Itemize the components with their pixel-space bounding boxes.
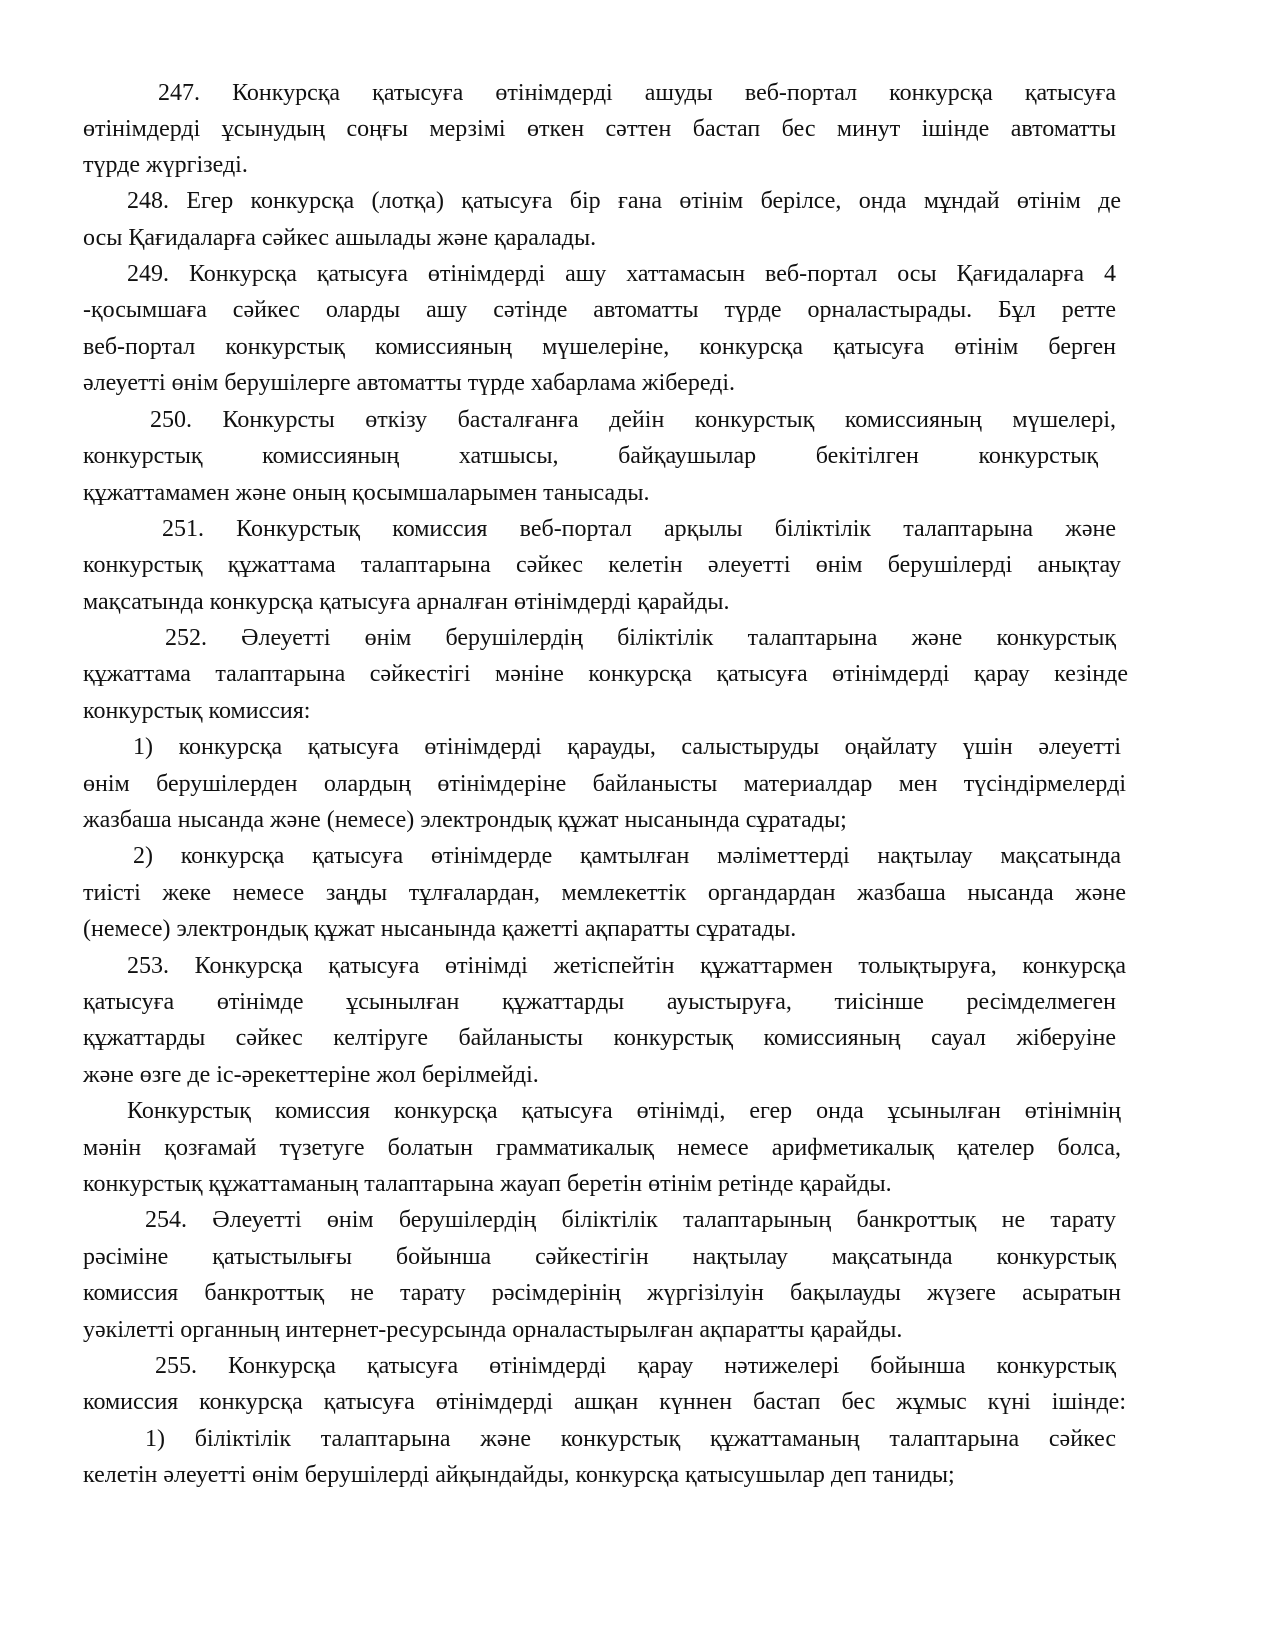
text-line: мәнін қозғамай түзетуге болатын грамматикалық немесе арифметикалық қателер болса, xyxy=(83,1135,1121,1161)
text-line: 249. Конкурсқа қатысуға өтінімдерді ашу хаттамасын веб-портал осы Қағидаларға 4 xyxy=(127,261,1116,287)
text-line: 250. Конкурсты өткізу басталғанға дейін конкурстық комиссияның мүшелері, xyxy=(150,407,1116,433)
text-line: 251. Конкурстық комиссия веб-портал арқылы біліктілік талаптарына және xyxy=(162,516,1116,542)
text-line: осы Қағидаларға сәйкес ашылады және қаралады. xyxy=(83,225,597,251)
text-line: рәсіміне қатыстылығы бойынша сәйкестігін нақтылау мақсатында конкурстық xyxy=(83,1244,1116,1270)
text-line: және өзге де іс-әрекеттеріне жол берілмейді. xyxy=(83,1062,539,1088)
text-line: өтінімдерді ұсынудың соңғы мерзімі өткен сәттен бастап бес минут ішінде автоматты xyxy=(83,116,1116,142)
text-line: -қосымшаға сәйкес оларды ашу сәтінде автоматты түрде орналастырады. Бұл ретте xyxy=(83,297,1116,323)
text-line: 248. Егер конкурсқа (лотқа) қатысуға бір ғана өтінім берілсе, онда мұндай өтінім де xyxy=(127,188,1121,214)
text-line: комиссия конкурсқа қатысуға өтінімдерді ашқан күннен бастап бес жұмыс күні ішінде: xyxy=(83,1389,1126,1415)
text-line: 1) біліктілік талаптарына және конкурстық құжаттаманың талаптарына сәйкес xyxy=(145,1426,1116,1452)
text-line: жазбаша нысанда және (немесе) электрондық құжат нысанында сұратады; xyxy=(83,807,847,833)
text-line: келетін әлеуетті өнім берушілерді айқындайды, конкурсқа қатысушылар деп таниды; xyxy=(83,1462,955,1488)
text-line: 253. Конкурсқа қатысуға өтінімді жетіспейтін құжаттармен толықтыруға, конкурсқа xyxy=(127,953,1126,979)
text-line: Конкурстық комиссия конкурсқа қатысуға өтінімді, егер онда ұсынылған өтінімнің xyxy=(127,1098,1121,1124)
text-line: әлеуетті өнім берушілерге автоматты түрде хабарлама жібереді. xyxy=(83,370,736,396)
text-line: құжаттамамен және оның қосымшаларымен танысады. xyxy=(83,480,650,506)
text-line: түрде жүргізеді. xyxy=(83,152,248,178)
text-line: құжаттама талаптарына сәйкестігі мәніне конкурсқа қатысуға өтінімдерді қарау кезінде xyxy=(83,661,1128,687)
text-line: 252. Әлеуетті өнім берушілердің біліктілік талаптарына және конкурстық xyxy=(165,625,1116,651)
text-line: (немесе) электрондық құжат нысанында қажетті ақпаратты сұратады. xyxy=(83,916,797,942)
text-line: 1) конкурсқа қатысуға өтінімдерді қарауды, салыстыруды оңайлату үшін әлеуетті xyxy=(133,734,1121,760)
text-line: конкурстық комиссияның хатшысы, байқаушылар бекітілген конкурстық xyxy=(83,443,1098,469)
text-line: конкурстық құжаттама талаптарына сәйкес келетін әлеуетті өнім берушілерді анықтау xyxy=(83,552,1121,578)
text-line: комиссия банкроттық не тарату рәсімдерінің жүргізілуін бақылауды жүзеге асыратын xyxy=(83,1280,1121,1306)
text-line: құжаттарды сәйкес келтіруге байланысты конкурстық комиссияның сауал жіберуіне xyxy=(83,1025,1116,1051)
text-line: өнім берушілерден олардың өтінімдеріне байланысты материалдар мен түсіндірмелерді xyxy=(83,771,1126,797)
text-line: конкурстық комиссия: xyxy=(83,698,311,724)
text-line: 247. Конкурсқа қатысуға өтінімдерді ашуды веб-портал конкурсқа қатысуға xyxy=(158,80,1116,106)
text-line: конкурстық құжаттаманың талаптарына жауап беретін өтінім ретінде қарайды. xyxy=(83,1171,892,1197)
text-line: қатысуға өтінімде ұсынылған құжаттарды ауыстыруға, тиісінше ресімделмеген xyxy=(83,989,1116,1015)
text-line: 255. Конкурсқа қатысуға өтінімдерді қарау нәтижелері бойынша конкурстық xyxy=(155,1353,1116,1379)
text-line: тиісті жеке немесе заңды тұлғалардан, мемлекеттік органдардан жазбаша нысанда және xyxy=(83,880,1126,906)
text-line: веб-портал конкурстық комиссияның мүшелеріне, конкурсқа қатысуға өтінім берген xyxy=(83,334,1116,360)
text-line: 254. Әлеуетті өнім берушілердің біліктілік талаптарының банкроттық не тарату xyxy=(145,1207,1116,1233)
text-line: 2) конкурсқа қатысуға өтінімдерде қамтылған мәліметтерді нақтылау мақсатында xyxy=(133,843,1121,869)
text-line: мақсатында конкурсқа қатысуға арналған өтінімдерді қарайды. xyxy=(83,589,730,615)
text-line: уәкілетті органның интернет-ресурсында орналастырылған ақпаратты қарайды. xyxy=(83,1317,903,1343)
